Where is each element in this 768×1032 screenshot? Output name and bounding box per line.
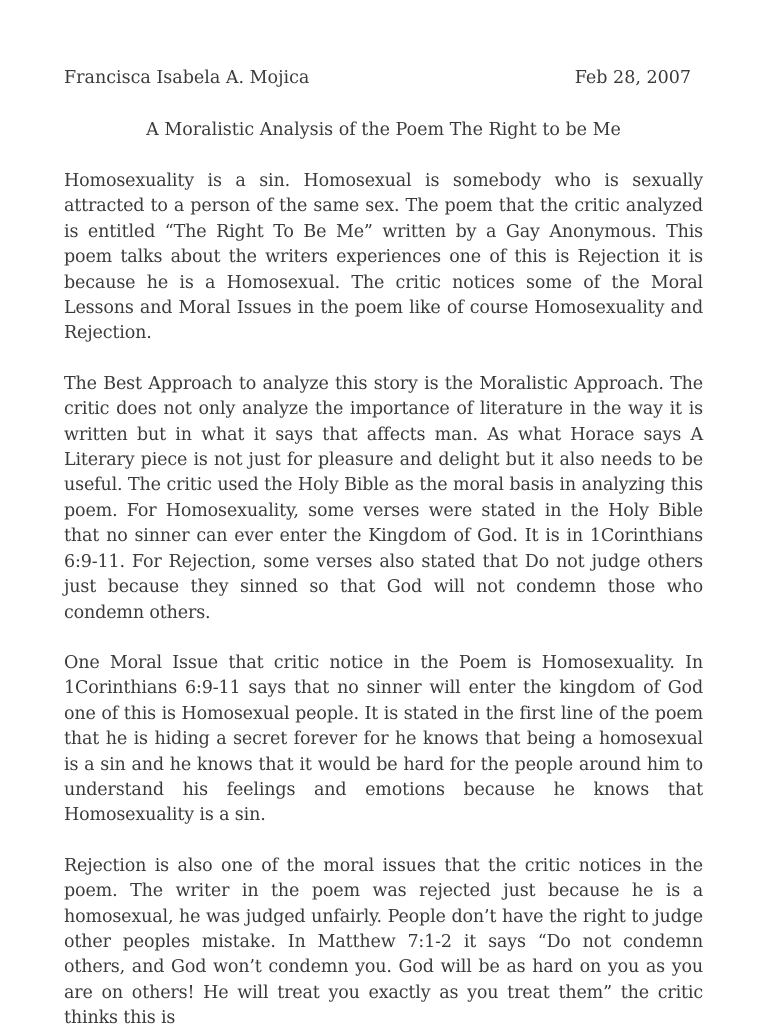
document-page xyxy=(64,66,703,1032)
document-header xyxy=(64,66,703,91)
document-title: A Moralistic Analysis of the Poem The Right to be Me xyxy=(146,120,621,140)
document-date: Feb 28, 2007 xyxy=(574,68,691,88)
paragraph-rejection-issue: Rejection is also one of the moral issues that the critic notices in the poem. The writer in the poem was rejected just because he is a homosexual, he was judged unfairly. People don’t have the right to judge other peoples mistake. In Matthew 7:1-2 it says “Do not condemn others, and God won’t condemn you. God will be as hard on you as you are on others! He will treat you exactly as you treat them” the critic thinks this is xyxy=(64,855,703,1029)
paragraph-approach: The Best Approach to analyze this story is the Moralistic Approach. The critic does not only analyze the importance of literature in the way it is written but in what it says that affects man. As what Horace says A Literary piece is not just for pleasure and delight but it also needs to be useful. The critic used the Holy Bible as the moral basis in analyzing this poem. For Homosexuality, some verses were stated in the Holy Bible that no sinner can ever enter the Kingdom of God. It is in 1Corinthians 6:9-11. For Rejection, some verses also stated that Do not judge others just because they sinned so that God will not condemn those who condemn others. xyxy=(64,373,703,623)
paragraph-intro: Homosexuality is a sin. Homosexual is somebody who is sexually attracted to a person of the same sex. The poem that the critic analyzed is entitled “The Right To Be Me” written by a Gay Anonymous. This poem talks about the writers experiences one of this is Rejection it is because he is a Homosexual. The critic notices some of the Moral Lessons and Moral Issues in the poem like of course Homosexuality and Rejection. xyxy=(64,171,703,344)
paragraph-homosexuality-issue: One Moral Issue that critic notice in the Poem is Homosexuality. In 1Corinthians 6:9-11 says that no sinner will enter the kingdom of God one of this is Homosexual people. It is stated in the first line of the poem that he is hiding a secret forever for he knows that being a homosexual is a sin and he knows that it would be hard for the people around him to understand his feelings and emotions because he knows that Homosexuality is a sin. xyxy=(64,652,703,826)
document-body xyxy=(64,169,703,1032)
author-name: Francisca Isabela A. Mojica xyxy=(64,68,310,88)
